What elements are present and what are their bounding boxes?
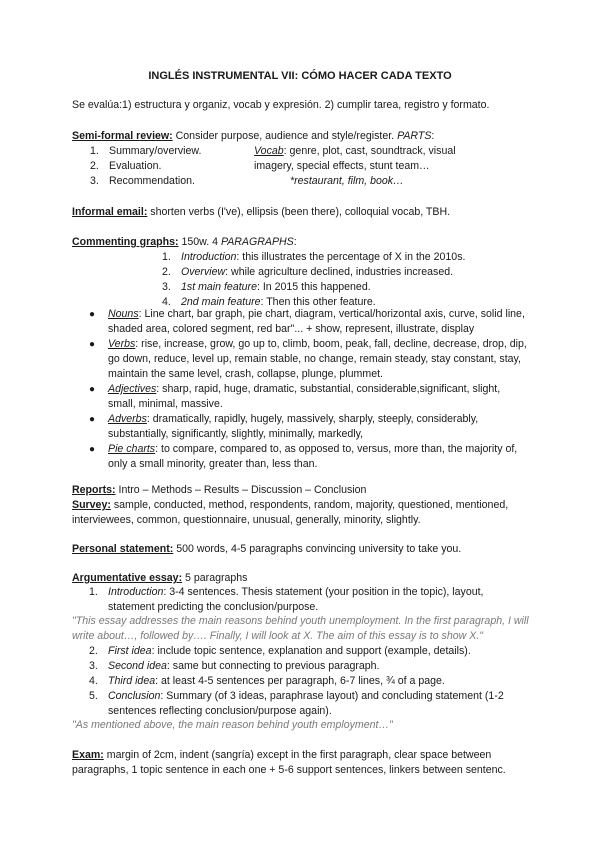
semiformal-parts-colon: : xyxy=(431,130,435,142)
graphs-text: 150w. 4 xyxy=(178,236,221,248)
list-item: ● Nouns: Line chart, bar graph, pie chart, diagram, vertical/horizontal axis, curve, solid line, shaded area, colored segment, red bar"... + show, represent, illustrate, display xyxy=(89,308,525,335)
graphs-heading xyxy=(72,235,528,250)
graphs-label: Commenting graphs: xyxy=(72,236,179,248)
list-item: 4. 2nd main feature: Then this other feature. xyxy=(162,296,376,308)
informal-text: shorten verbs (I've), ellipsis (been there), colloquial vocab, TBH. xyxy=(147,206,451,218)
personal-statement-line xyxy=(72,542,528,557)
informal-email-line xyxy=(72,205,528,220)
graphs-paragraphs: PARAGRAPHS xyxy=(220,236,294,248)
informal-label: Informal email: xyxy=(72,206,148,218)
personal-label: Personal statement: xyxy=(72,543,174,555)
reports-text: Intro – Methods – Results – Discussion – Conclusion xyxy=(115,484,367,496)
semiformal-vocab-line3: *restaurant, film, book… xyxy=(290,175,404,187)
survey-paragraph xyxy=(72,498,528,528)
semiformal-text: Consider purpose, audience and style/register. xyxy=(172,130,398,142)
list-item: 1. Introduction: 3-4 sentences. Thesis statement (your position in the topic), layout, statement predicting the conclusion/purpose. xyxy=(89,586,484,613)
reports-line xyxy=(72,483,528,498)
list-item: 2. Evaluation. xyxy=(90,160,162,172)
argumentative-heading xyxy=(72,571,528,586)
argumentative-example-quote: "This essay addresses the main reasons behind youth unemployment. In the first paragraph, I will write about…, followed by…. Finally, I will look at X. The aim of this essay is to show X." xyxy=(72,615,529,642)
personal-text: 500 words, 4-5 paragraphs convincing university to take you. xyxy=(173,543,462,555)
semiformal-label: Semi-formal review: xyxy=(72,130,173,142)
exam-paragraph xyxy=(72,748,532,778)
semiformal-vocab-line1 xyxy=(254,144,534,159)
list-item: 3. Recommendation. xyxy=(90,175,195,187)
semiformal-parts-list xyxy=(90,144,260,189)
semiformal-heading xyxy=(72,129,528,144)
semiformal-vocab-label: Vocab xyxy=(254,145,284,157)
list-item: 3. 1st main feature: In 2015 this happened. xyxy=(162,281,371,293)
semiformal-vocab-line2: imagery, special effects, stunt team… xyxy=(254,160,430,172)
survey-label: Survey: xyxy=(72,499,111,511)
list-item: ● Adjectives: sharp, rapid, huge, dramatic, substantial, considerable,significant, slight, small, minimal, massive. xyxy=(89,383,501,410)
semiformal-vocab-text: : genre, plot, cast, soundtrack, visual xyxy=(283,145,456,157)
list-item: ● Verbs: rise, increase, grow, go up to, climb, boom, peak, fall, decline, decrease, drop, dip, go down, reduce, level up, remain stable, no change, remain steady, stay constant, stay, maintain the same level, crash, collapse, plunge, plummet. xyxy=(89,338,527,380)
list-item: 2. Overview: while agriculture declined, industries increased. xyxy=(162,266,454,278)
list-item: 1. Summary/overview. xyxy=(90,145,202,157)
argumentative-text: 5 paragraphs xyxy=(182,572,248,584)
argumentative-conclusion-quote: "As mentioned above, the main reason behind youth employment…" xyxy=(72,719,393,731)
survey-text: sample, conducted, method, respondents, random, majority, questioned, mentioned, interviewees, common, questionnaire, unusual, generally, minority, slightly. xyxy=(72,499,509,526)
list-item: 1. Introduction: this illustrates the percentage of X in the 2010s. xyxy=(162,251,466,263)
list-item: ● Pie charts: to compare, compared to, as opposed to, versus, more than, the majority of, only a small minority, greater than, less than. xyxy=(89,443,518,470)
exam-text: margin of 2cm, indent (sangría) except in the first paragraph, clear space between paragraphs, 1 topic sentence in each one + 5-6 support sentences, linkers between sentenc. xyxy=(72,749,506,776)
intro-line: Se evalúa:1) estructura y organiz, vocab y expresión. 2) cumplir tarea, registro y formato. xyxy=(72,99,490,111)
list-item: 3. Second idea: same but connecting to previous paragraph. xyxy=(89,660,380,672)
graphs-colon: : xyxy=(293,236,297,248)
list-item: ● Adverbs: dramatically, rapidly, hugely, massively, sharply, steeply, considerably, substantially, significantly, slightly, minimally, markedly, xyxy=(89,413,479,440)
document-title: INGLÉS INSTRUMENTAL VII: CÓMO HACER CADA TEXTO xyxy=(148,70,452,82)
reports-label: Reports: xyxy=(72,484,116,496)
argumentative-intro-list xyxy=(89,585,529,615)
semiformal-parts: PARTS xyxy=(397,130,432,142)
list-item: 5. Conclusion: Summary (of 3 ideas, paraphrase layout) and concluding statement (1-2 sentences reflecting conclusion/purpose again). xyxy=(89,690,504,717)
graphs-paragraph-list xyxy=(162,250,532,310)
exam-label: Exam: xyxy=(72,749,104,761)
argumentative-ideas-list xyxy=(89,644,529,719)
argumentative-label: Argumentative essay: xyxy=(72,572,183,584)
list-item: 4. Third idea: at least 4-5 sentences per paragraph, 6-7 lines, ¾ of a page. xyxy=(89,675,445,687)
graphs-vocab-bullets xyxy=(89,307,529,472)
list-item: 2. First idea: include topic sentence, explanation and support (example, details). xyxy=(89,645,471,657)
